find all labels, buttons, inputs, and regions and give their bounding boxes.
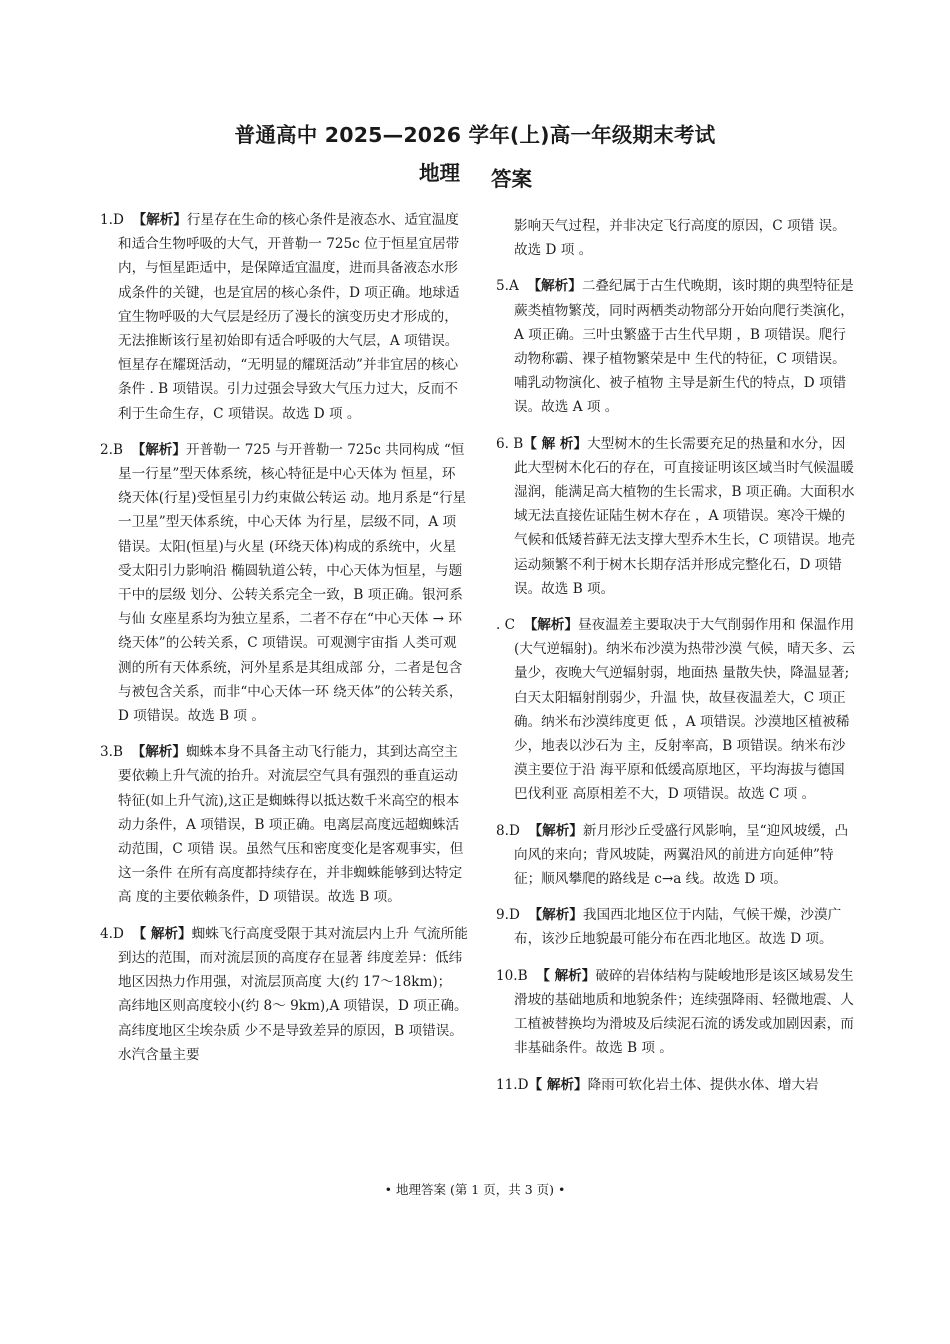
item-text: 降雨可软化岩土体、提供水体、增大岩 bbox=[587, 1076, 819, 1093]
answer-item-4 bbox=[100, 922, 468, 1067]
item-text: 蜘蛛飞行高度受限于其对流层内上升 气流所能到达的范围，而对流层顶的高度存在显著 纬度差异：低纬地区因热力作用强，对流层顶高度 大(约 17～18km)； 高纬地区则高度较小(约 8～ 9km),A 项错误，D 项正确。高纬度地区尘埃杂质 少不是导致差异的原因，B 项错误。水汽含量主要 bbox=[118, 925, 468, 1063]
item-text: 行星存在生命的核心条件是液态水、适宜温度和适合生物呼吸的大气，开普勒一 725c 位于恒星宜居带内，与恒星距适中，是保障适宜温度，进而具备液态水形成条件的关键，也是宜居的核心条件，D 项正确。地球适宜生物呼吸的大气层是经历了漫长的演变历史才形成的，无法推断该行星初始即有适合呼吸的大气层，A 项错误。恒星存在耀斑活动，“无明显的耀斑活动”并非宜居的核心条件 . B 项错误。引力过强会导致大气压力过大，反而不利于生命生存，C 项错误。故选 D 项 。 bbox=[118, 212, 460, 422]
answer-item-9 bbox=[496, 903, 858, 951]
item-number: 4.D bbox=[100, 925, 124, 942]
answer-item-3 bbox=[100, 740, 468, 909]
analysis-tag: 【 解 析】 bbox=[523, 435, 588, 452]
analysis-tag: 【 解析】 bbox=[528, 1076, 588, 1093]
item-text: 影响天气过程，并非决定飞行高度的原因，C 项错 误。故选 D 项 。 bbox=[514, 218, 846, 259]
item-number: 9.D bbox=[496, 907, 520, 924]
item-number: 10.B bbox=[496, 967, 528, 984]
answer-item-1 bbox=[100, 208, 468, 426]
analysis-tag: 【 解析】 bbox=[536, 967, 596, 984]
item-text: 蜘蛛本身不具备主动飞行能力，其到达高空主要依赖上升气流的抬升。对流层空气具有强烈的垂直运动特征(如上升气流),这正是蜘蛛得以抵达数千米高空的根本动力条件，A 项错误，B 项正确。电离层高度远超蜘蛛活动范围，C 项错 误。虽然气压和密度变化是客观事实，但这一条件 在所有高度都持续存在，并非蜘蛛能够到达特定高 度的主要依赖条件，D 项错误。故选 B 项。 bbox=[118, 744, 464, 906]
item-number: 8.D bbox=[496, 822, 520, 839]
item-text: 破碎的岩体结构与陡峻地形是该区域易发生滑坡的基础地质和地貌条件；连续强降雨、轻微地震、人工植被替换均为滑坡及后续泥石流的诱发或加剧因素，而非基础条件。故选 B 项 。 bbox=[514, 967, 854, 1057]
item-number: 2.B bbox=[100, 441, 123, 458]
item-number: 3.B bbox=[100, 744, 123, 761]
analysis-tag: 【解析】 bbox=[523, 617, 579, 634]
subject-heading: 地理 bbox=[419, 161, 460, 185]
answer-item-5 bbox=[496, 274, 858, 419]
answer-item-4-continued bbox=[496, 214, 858, 262]
item-text: 我国西北地区位于内陆，气候干燥，沙漠广布，该沙丘地貌最可能分布在西北地区。故选 D 项。 bbox=[514, 907, 842, 948]
left-column bbox=[100, 208, 468, 1079]
item-text: 二叠纪属于古生代晚期，该时期的典型特征是蕨类植物繁茂，同时两栖类动物部分开始向爬行类演化，A 项正确。三叶虫繁盛于古生代早期 ，B 项错误。爬行动物称霸、裸子植物繁荣是中 生代的特征，C 项错误。哺乳动物演化、被子植物 主导是新生代的特点，D 项错误。故选 A 项 。 bbox=[514, 278, 854, 416]
item-text: 新月形沙丘受盛行风影响，呈“迎风坡缓，凸向风的来向；背风坡陡，两翼沿风的前进方向延伸”特征；顺风攀爬的路线是 c→a 线。故选 D 项。 bbox=[514, 822, 849, 888]
item-number: 1.D bbox=[100, 212, 124, 228]
analysis-tag: 【解析】 bbox=[528, 907, 583, 924]
item-number: 5.A bbox=[496, 278, 519, 295]
analysis-tag: 【解析】 bbox=[132, 212, 187, 228]
item-number: 6. B bbox=[496, 435, 524, 452]
item-text: 昼夜温差主要取决于大气削弱作用和 保温作用(大气逆辐射)。纳米布沙漠为热带沙漠 气候，晴天多、云量少，夜晚大气逆辐射弱，地面热 量散失快，降温显著;白天太阳辐射削弱少，升温 快，故昼夜温差大，C 项正确。纳米布沙漠纬度更 低 ，A 项错误。沙漠地区植被稀少，地表以沙石为 主，反射率高，B 项错误。纳米布沙漠主要位于沿 海平原和低缓高原地区，平均海拔与德国巴伐利亚 高原相差不大，D 项错误。故选 C 项 。 bbox=[514, 617, 856, 803]
answer-item-6 bbox=[496, 432, 858, 601]
page-footer: • 地理答案 (第 1 页，共 3 页) • bbox=[384, 1182, 566, 1197]
analysis-tag: 【解析】 bbox=[528, 822, 583, 839]
item-text: 开普勒一 725 与开普勒一 725c 共同构成 “恒星一行星”型天体系统，核心特征是中心天体为 恒星，环绕天体(行星)受恒星引力约束做公转运 动。地月系是“行星一卫星”型天体系统，中心天体 为行星，层级不同，A 项错误。太阳(恒星)与火星 (环绕天体)构成的系统中，火星受太阳引力影响沿 椭圆轨道公转，中心天体为恒星，与题干中的层级 划分、公转关系完全一致，B 项正确。银河系与仙 女座星系均为独立星系，二者不存在“中心天体 → 环绕天体”的公转关系，C 项错误。可观测宇宙指 人类可观测的所有天体系统，河外星系是其组成部 分，二者是包含与被包含关系，而非“中心天体一环 绕天体”的公转关系，D 项错误。故选 B 项 。 bbox=[118, 441, 467, 725]
right-column bbox=[496, 214, 858, 1109]
exam-title: 普通高中 2025—2026 学年(上)高一年级期末考试 bbox=[234, 123, 716, 147]
analysis-tag: 【解析】 bbox=[527, 278, 582, 295]
answer-item-7 bbox=[496, 613, 858, 807]
answer-item-11 bbox=[496, 1073, 858, 1097]
item-number: 11.D bbox=[496, 1076, 529, 1093]
analysis-tag: 【解析】 bbox=[131, 441, 186, 458]
answer-heading: 答案 bbox=[491, 167, 532, 191]
item-text: 大型树木的生长需要充足的热量和水分，因此大型树木化石的存在，可直接证明该区域当时气候温暖湿润，能满足高大植物的生长需求，B 项正确。大面积水域无法直接佐证陆生树木存在 ，A 项错误。寒冷干燥的气候和低矮苔藓无法支撑大型乔木生长，C 项错误。地壳运动频繁不利于树木长期存活并形成完整化石，D 项错误。故选 B 项。 bbox=[514, 435, 855, 597]
answer-item-10 bbox=[496, 964, 858, 1061]
answer-item-2 bbox=[100, 438, 468, 728]
answer-item-8 bbox=[496, 819, 858, 892]
analysis-tag: 【 解析】 bbox=[132, 925, 192, 942]
analysis-tag: 【解析】 bbox=[131, 744, 186, 761]
item-number: . C bbox=[496, 617, 516, 634]
